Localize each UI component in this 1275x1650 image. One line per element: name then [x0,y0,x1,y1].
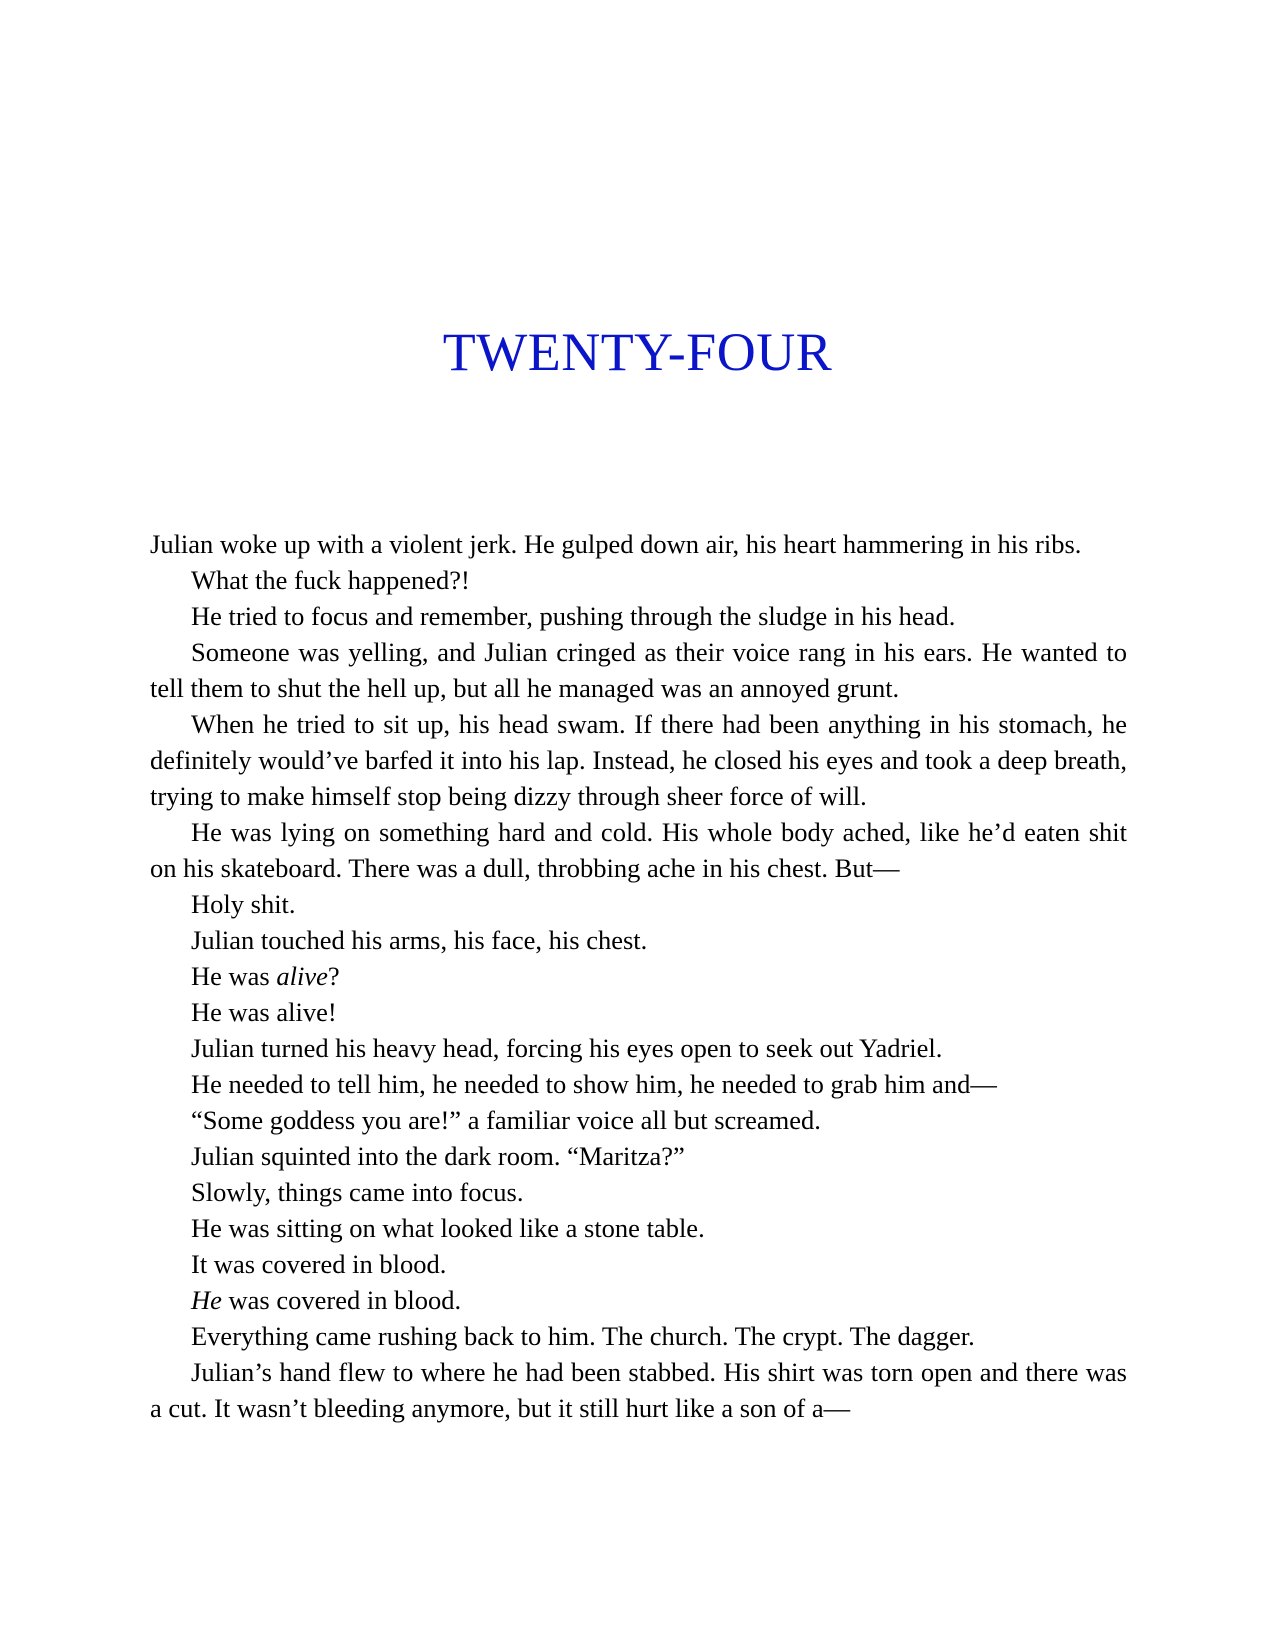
paragraph: Holy shit. [191,889,296,919]
paragraph: Everything came rushing back to him. The church. The crypt. The dagger. [191,1321,975,1351]
paragraph: Julian’s hand flew to where he had been stabbed. His shirt was torn open and there was a cut. It wasn’t bleeding anymore, but it still hurt like a son of a— [150,1357,1127,1423]
emphasis-text: alive [276,961,328,991]
paragraph: He was alive! [191,997,337,1027]
paragraph: He was sitting on what looked like a stone table. [191,1213,705,1243]
paragraph-text: He was [191,961,277,991]
paragraph: “Some goddess you are!” a familiar voice all but screamed. [191,1105,821,1135]
paragraph: When he tried to sit up, his head swam. If there had been anything in his stomach, he definitely would’ve barfed it into his lap. Instead, he closed his eyes and took a deep breath, trying to make himself stop being dizzy through sheer force of will. [150,709,1127,811]
paragraph-text: was covered in blood. [221,1285,462,1315]
paragraph: Someone was yelling, and Julian cringed as their voice rang in his ears. He wanted to tell them to shut the hell up, but all he managed was an annoyed grunt. [150,637,1127,703]
emphasis-text: He [191,1285,222,1315]
paragraph: Julian turned his heavy head, forcing his eyes open to seek out Yadriel. [191,1033,943,1063]
paragraph [150,1282,1127,1318]
paragraph: Slowly, things came into focus. [191,1177,524,1207]
chapter-body [150,526,1127,1426]
paragraph-text: ? [327,961,340,991]
paragraph: Julian woke up with a violent jerk. He gulped down air, his heart hammering in his ribs. [150,529,1082,559]
paragraph: What the fuck happened?! [191,565,470,595]
paragraph: He needed to tell him, he needed to show him, he needed to grab him and— [191,1069,997,1099]
paragraph: He tried to focus and remember, pushing through the sludge in his head. [191,601,956,631]
chapter-title: TWENTY-FOUR [442,322,833,382]
paragraph: He was lying on something hard and cold. His whole body ached, like he’d eaten shit on his skateboard. There was a dull, throbbing ache in his chest. But— [150,817,1127,883]
paragraph: Julian squinted into the dark room. “Maritza?” [191,1141,685,1171]
paragraph [150,958,1127,994]
paragraph: Julian touched his arms, his face, his chest. [191,925,648,955]
paragraph: It was covered in blood. [191,1249,447,1279]
